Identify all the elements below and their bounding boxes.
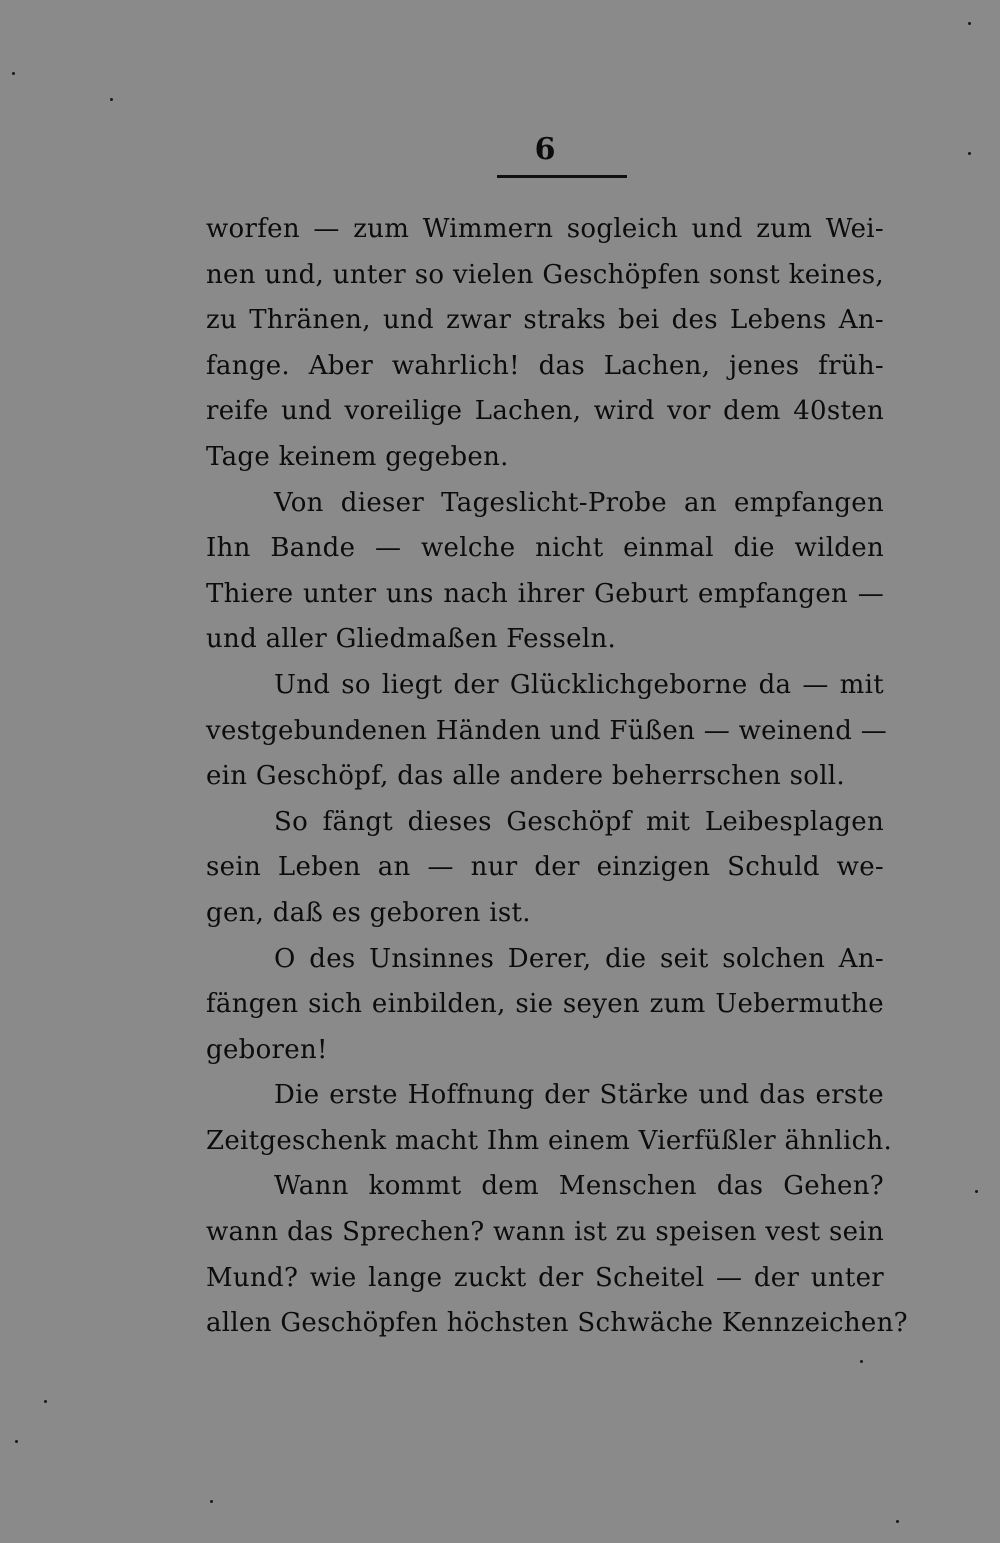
text-line: Und so liegt der Glücklichgeborne da — mit [274, 669, 884, 700]
scan-speck [44, 1400, 47, 1403]
text-line: Ihn Bande — welche nicht einmal die wilden [206, 533, 884, 564]
scan-speck [12, 72, 15, 75]
text-line: O des Unsinnes Derer, die seit solchen An- [274, 943, 884, 974]
text-line: Thiere unter uns nach ihrer Geburt empfangen — [206, 578, 884, 609]
text-line: wann das Sprechen? wann ist zu speisen vest sein [206, 1217, 884, 1248]
text-line: und aller Gliedmaßen Fesseln. [206, 624, 617, 655]
text-line: geboren! [206, 1034, 328, 1065]
page-number: 6 [534, 132, 556, 167]
text-line: nen und, unter so vielen Geschöpfen sonst keines, [206, 259, 884, 290]
scan-speck [860, 1360, 863, 1363]
header-rule [497, 175, 627, 178]
text-line: reife und voreilige Lachen, wird vor dem 40sten [206, 396, 884, 427]
text-line: Wann kommt dem Menschen das Gehen? [274, 1171, 884, 1202]
text-line: sein Leben an — nur der einzigen Schuld we- [206, 852, 884, 883]
scan-speck [110, 98, 113, 101]
text-line: Die erste Hoffnung der Stärke und das erste [274, 1080, 884, 1111]
scan-speck [15, 1440, 18, 1443]
text-line: fängen sich einbilden, sie seyen zum Uebermuthe [206, 989, 884, 1020]
text-line: worfen — zum Wimmern sogleich und zum Wei- [206, 214, 884, 244]
text-line: Tage keinem gegeben. [206, 441, 509, 472]
text-line: fange. Aber wahrlich! das Lachen, jenes früh- [206, 350, 884, 381]
scan-speck [968, 22, 971, 25]
text-line: allen Geschöpfen höchsten Schwäche Kennzeichen? [206, 1308, 908, 1339]
scan-speck [896, 1520, 899, 1523]
scan-speck [975, 1190, 978, 1193]
text-line: Zeitgeschenk macht Ihm einem Vierfüßler ähnlich. [206, 1125, 893, 1156]
scan-speck [968, 152, 971, 155]
text-line: Von dieser Tageslicht-Probe an empfangen [274, 487, 884, 518]
text-line: vestgebundenen Händen und Füßen — weinend — [206, 715, 888, 746]
text-line: gen, daß es geboren ist. [206, 897, 531, 928]
scan-speck [210, 1500, 213, 1503]
text-line: So fängt dieses Geschöpf mit Leibesplagen [274, 806, 884, 837]
body-text [206, 207, 908, 1347]
text-line: zu Thränen, und zwar straks bei des Lebens An- [206, 305, 884, 336]
text-line: ein Geschöpf, das alle andere beherrschen soll. [206, 761, 845, 792]
text-line: Mund? wie lange zuckt der Scheitel — der unter [206, 1262, 884, 1293]
